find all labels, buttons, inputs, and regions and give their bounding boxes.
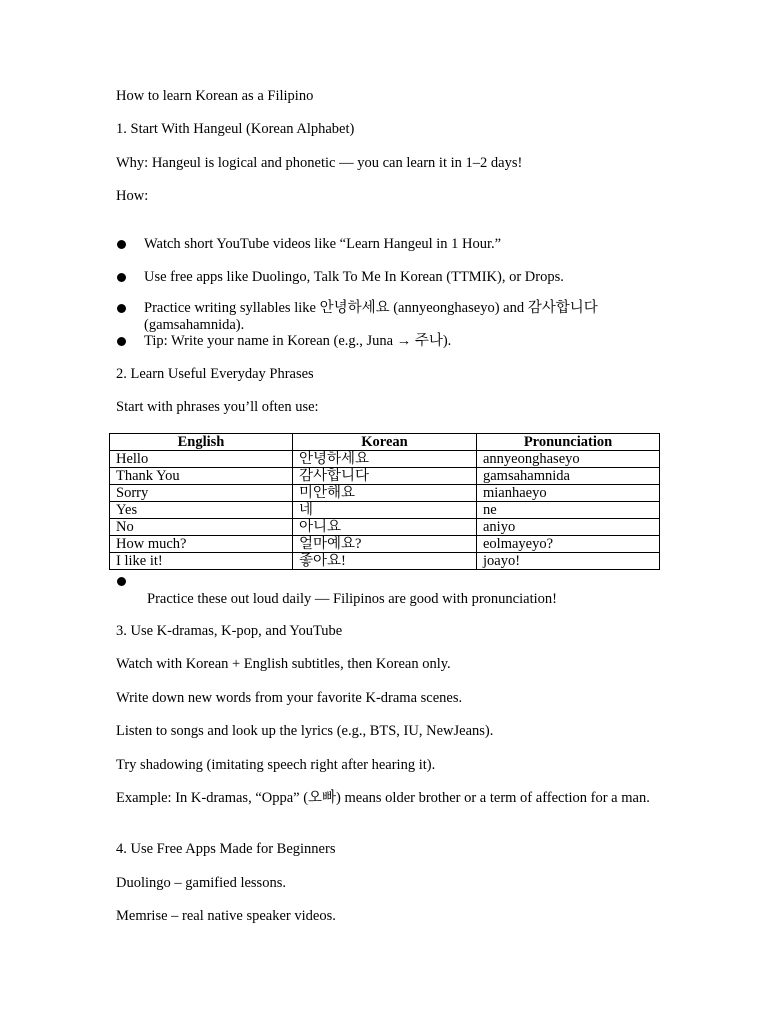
section-4-heading: 4. Use Free Apps Made for Beginners: [116, 841, 336, 857]
column-header-english: English: [110, 434, 293, 451]
table-cell-english: Sorry: [110, 485, 293, 502]
table-row: [110, 451, 660, 468]
table-cell-english: Thank You: [110, 468, 293, 485]
paragraph: Listen to songs and look up the lyrics (e.g., BTS, IU, NewJeans).: [116, 723, 494, 739]
list-item: Use free apps like Duolingo, Talk To Me In Korean (TTMIK), or Drops.: [144, 269, 564, 285]
paragraph: Watch with Korean + English subtitles, then Korean only.: [116, 656, 451, 672]
table-cell-korean: 안녕하세요: [293, 451, 477, 468]
table-cell-korean: 네: [293, 502, 477, 519]
table-cell-korean: 감사합니다: [293, 468, 477, 485]
section-1-why: Why: Hangeul is logical and phonetic — you can learn it in 1–2 days!: [116, 155, 523, 171]
list-item-continuation: (gamsahamnida).: [144, 317, 245, 333]
table-row: [110, 553, 660, 570]
table-cell-english: Yes: [110, 502, 293, 519]
bullet-dot: [117, 304, 126, 313]
list-item: Practice writing syllables like 안녕하세요 (annyeonghaseyo) and 감사합니다: [144, 300, 598, 316]
table-cell-pronunciation: aniyo: [477, 519, 660, 536]
section-1-how: How:: [116, 188, 149, 204]
table-cell-english: Hello: [110, 451, 293, 468]
table-cell-english: No: [110, 519, 293, 536]
table-row: [110, 519, 660, 536]
table-cell-pronunciation: gamsahamnida: [477, 468, 660, 485]
table-row: [110, 536, 660, 553]
table-cell-pronunciation: mianhaeyo: [477, 485, 660, 502]
paragraph: Memrise – real native speaker videos.: [116, 908, 336, 924]
section-2-intro: Start with phrases you’ll often use:: [116, 399, 319, 415]
practice-note: Practice these out loud daily — Filipinos are good with pronunciation!: [147, 591, 557, 607]
table-cell-korean: 미안해요: [293, 485, 477, 502]
table-cell-english: How much?: [110, 536, 293, 553]
list-item: Tip: Write your name in Korean (e.g., Juna → 주나).: [144, 333, 452, 349]
section-2-heading: 2. Learn Useful Everyday Phrases: [116, 366, 314, 382]
column-header-pronunciation: Pronunciation: [477, 434, 660, 451]
table-cell-pronunciation: joayo!: [477, 553, 660, 570]
column-header-korean: Korean: [293, 434, 477, 451]
phrases-table: [109, 433, 660, 570]
bullet-dot: [117, 577, 126, 586]
table-header-row: [110, 434, 660, 451]
table-cell-korean: 얼마예요?: [293, 536, 477, 553]
table-cell-pronunciation: annyeonghaseyo: [477, 451, 660, 468]
document-title: How to learn Korean as a Filipino: [116, 88, 314, 104]
bullet-dot: [117, 240, 126, 249]
table-cell-korean: 아니요: [293, 519, 477, 536]
table-cell-pronunciation: ne: [477, 502, 660, 519]
section-1-heading: 1. Start With Hangeul (Korean Alphabet): [116, 121, 355, 137]
table-cell-korean: 좋아요!: [293, 553, 477, 570]
table-row: [110, 485, 660, 502]
table-row: [110, 502, 660, 519]
paragraph: Try shadowing (imitating speech right after hearing it).: [116, 757, 436, 773]
bullet-dot: [117, 337, 126, 346]
list-item: Watch short YouTube videos like “Learn Hangeul in 1 Hour.”: [144, 236, 502, 252]
section-3-heading: 3. Use K-dramas, K-pop, and YouTube: [116, 623, 343, 639]
paragraph-example: Example: In K-dramas, “Oppa” (오빠) means older brother or a term of affection for a man.: [116, 790, 650, 806]
table-cell-english: I like it!: [110, 553, 293, 570]
paragraph: Duolingo – gamified lessons.: [116, 875, 286, 891]
paragraph: Write down new words from your favorite K-drama scenes.: [116, 690, 463, 706]
bullet-dot: [117, 273, 126, 282]
table-row: [110, 468, 660, 485]
table-cell-pronunciation: eolmayeyo?: [477, 536, 660, 553]
